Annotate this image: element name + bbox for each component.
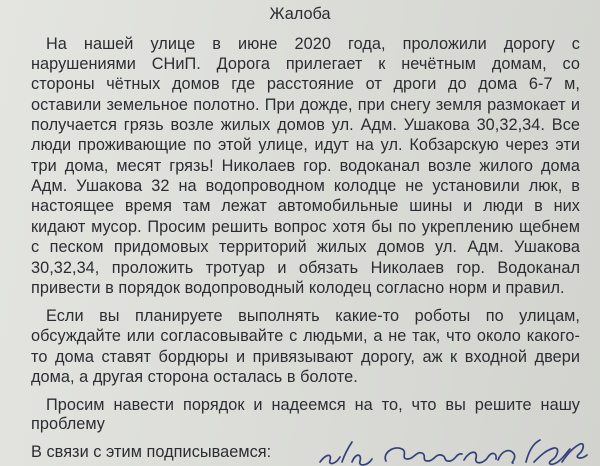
text-line-12: 30,32,34, проложить тротуар и обязать Николаев гор. Водоканал xyxy=(31,259,580,277)
text-line-6: люди проживающие по этой улице, идут на ул. Кобзарскую через эти xyxy=(31,136,580,154)
text-line-15: обсуждайте или согласовывайте с людьми, а не так, что около какого- xyxy=(31,327,580,345)
text-line-11: с песком придомовых территорий жилых домов ул. Адм. Ушакова xyxy=(31,238,580,256)
text-line-5: получается грязь возле жилых домов ул. Адм. Ушакова 30,32,34. Все xyxy=(31,116,580,134)
text-line-18: Просим навести порядок и надеемся на то, что вы решите нашу xyxy=(46,396,580,414)
text-line-8: Адм. Ушакова 32 на водопроводном колодце не установили люк, в xyxy=(31,177,580,195)
text-line-9: настоящее время там лежат автомобильные шины и люди в них xyxy=(31,197,580,215)
document-title: Жалоба xyxy=(269,5,331,23)
text-line-16: то дома ставят бордюры и привязывают дорогу, аж к входной двери xyxy=(31,348,580,366)
text-line-3: стороны чётных домов где расстояние от дроги до дома 6-7 м, xyxy=(31,75,580,93)
text-line-14: Если вы планируете выполнять какие-то роботы по улицам, xyxy=(46,307,580,325)
text-line-2: нарушениями СНиП. Дорога прилегает к нечётным домам, со xyxy=(31,55,580,73)
text-line-20: В связи с этим подписываемся: xyxy=(31,443,272,461)
text-line-13: привести в порядок водопроводный колодец согласно норм и правил. xyxy=(31,279,565,297)
text-line-17: дома, а другая сторона осталась в болоте. xyxy=(31,368,358,386)
handwritten-signature xyxy=(312,438,600,466)
text-line-19: проблему xyxy=(31,415,105,433)
text-line-4: оставили земельное полотно. При дожде, при снегу земля размокает и xyxy=(31,96,580,114)
text-line-1: На нашей улице в июне 2020 года, проложили дорогу с xyxy=(46,35,580,53)
text-line-7: три дома, месят грязь! Николаев гор. водоканал возле жилого дома xyxy=(31,157,580,175)
text-line-10: кидают мусор. Просим решить вопрос хотя бы по укреплению щебнем xyxy=(31,218,580,236)
